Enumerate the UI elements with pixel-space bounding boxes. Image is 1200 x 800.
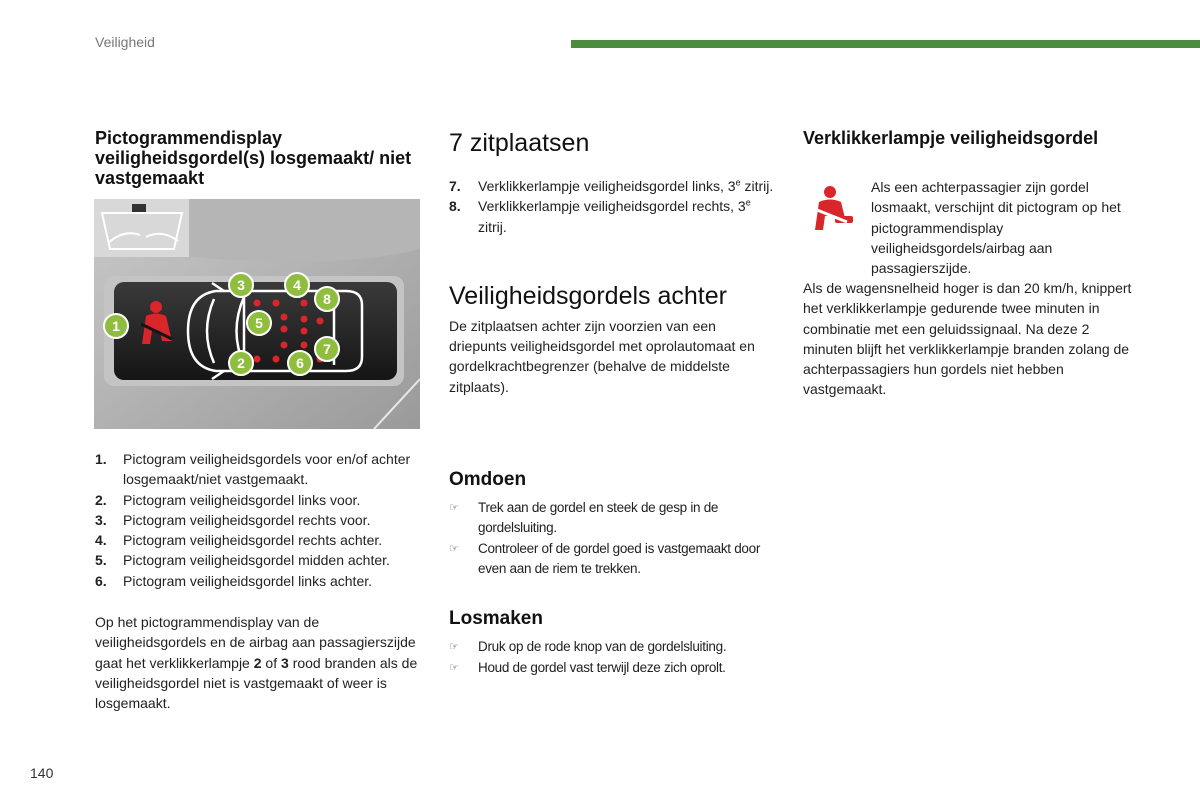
pointing-hand-icon: ☞ [449, 542, 459, 555]
callout-label: 4 [293, 277, 301, 293]
fasten-heading: Omdoen [449, 469, 527, 491]
page-number: 140 [30, 765, 54, 781]
right-column [803, 128, 1133, 148]
release-heading: Losmaken [449, 608, 543, 630]
seven-seats-legend [449, 176, 774, 237]
section-accent-bar [571, 40, 1200, 48]
rear-seatbelts-heading: Veiligheidsgordels achter [449, 281, 727, 310]
legend-item: 7. Verklikkerlampje veiligheidsgordel links, 3e zitrij. [449, 177, 774, 194]
callout-label: 7 [323, 341, 331, 357]
list-item: ☞ Trek aan de gordel en steek de gesp in de gordelsluiting. [449, 498, 774, 539]
legend-item: 1. Pictogram veiligheidsgordels voor en/of achter losgemaakt/niet vastgemaakt. [95, 451, 411, 488]
legend-item: 5. Pictogram veiligheidsgordel midden achter. [95, 552, 390, 569]
list-item: ☞ Druk op de rode knop van de gordelsluiting. [449, 637, 774, 657]
list-item: ☞ Controleer of de gordel goed is vastgemaakt door even aan de riem te trekken. [449, 539, 774, 580]
seatbelt-pictogram-display-icon [94, 199, 420, 429]
section-label: Veiligheid [95, 34, 155, 50]
callout-label: 1 [112, 318, 120, 334]
callout-label: 2 [237, 355, 245, 371]
callout-label: 6 [296, 355, 304, 371]
pointing-hand-icon: ☞ [449, 661, 459, 674]
seven-seats-heading: 7 zitplaatsen [449, 129, 590, 157]
pictogram-paragraph: Op het pictogrammendisplay van de veiligheidsgordels en de airbag aan passagierszijde gaat het verklikkerlampje 2 of 3 rood branden als de veiligheidsgordel niet is vastgemaakt of weer is losgemaakt. [95, 614, 418, 712]
warning-lamp-intro: Als een achterpassagier zijn gordel losmaakt, verschijnt dit pictogram op het pictogrammendisplay veiligheidsgordels/airbag aan passagierszijde. [871, 179, 1121, 277]
legend-item: 3. Pictogram veiligheidsgordel rechts voor. [95, 511, 371, 528]
legend-item: 4. Pictogram veiligheidsgordel rechts achter. [95, 532, 383, 549]
legend-item: 8. Verklikkerlampje veiligheidsgordel rechts, 3e zitrij. [449, 197, 751, 235]
fasten-steps [449, 498, 774, 579]
pictogram-legend [95, 449, 425, 714]
middle-column [449, 128, 774, 678]
seatbelt-warning-icon [803, 184, 863, 236]
pointing-hand-icon: ☞ [449, 502, 459, 515]
callout-label: 3 [237, 277, 245, 293]
warning-lamp-heading: Verklikkerlampje veiligheidsgordel [803, 128, 1099, 148]
warning-lamp-body-block [803, 278, 1133, 400]
pictogram-display-heading: Pictogrammendisplay veiligheidsgordel(s) losgemaakt/ niet vastgemaakt [95, 128, 412, 188]
warning-lamp-intro-block [871, 177, 1141, 278]
legend-item: 2. Pictogram veiligheidsgordel links voor. [95, 491, 361, 508]
pointing-hand-icon: ☞ [449, 641, 459, 654]
rear-seatbelts-text: De zitplaatsen achter zijn voorzien van een driepunts veiligheidsgordel met oprolautomaat en gordelkrachtbegrenzer (behalve de middelste zitplaats). [449, 317, 755, 395]
seatbelt-pictogram-figure [94, 199, 420, 429]
callout-label: 5 [255, 315, 263, 331]
release-steps [449, 637, 774, 678]
legend-list [95, 449, 425, 591]
left-column [95, 128, 425, 188]
list-item: ☞ Houd de gordel vast terwijl deze zich oprolt. [449, 658, 774, 678]
legend-item: 6. Pictogram veiligheidsgordel links achter. [95, 572, 373, 589]
callout-label: 8 [323, 291, 331, 307]
warning-lamp-body: Als de wagensnelheid hoger is dan 20 km/h, knippert het verklikkerlampje gedurende twee minuten in combinatie met een geluidssignaal. Na deze 2 minuten blijft het verklikkerlampje branden zolang de achterpassagiers hun gordels niet hebben vastgemaakt. [803, 280, 1132, 398]
